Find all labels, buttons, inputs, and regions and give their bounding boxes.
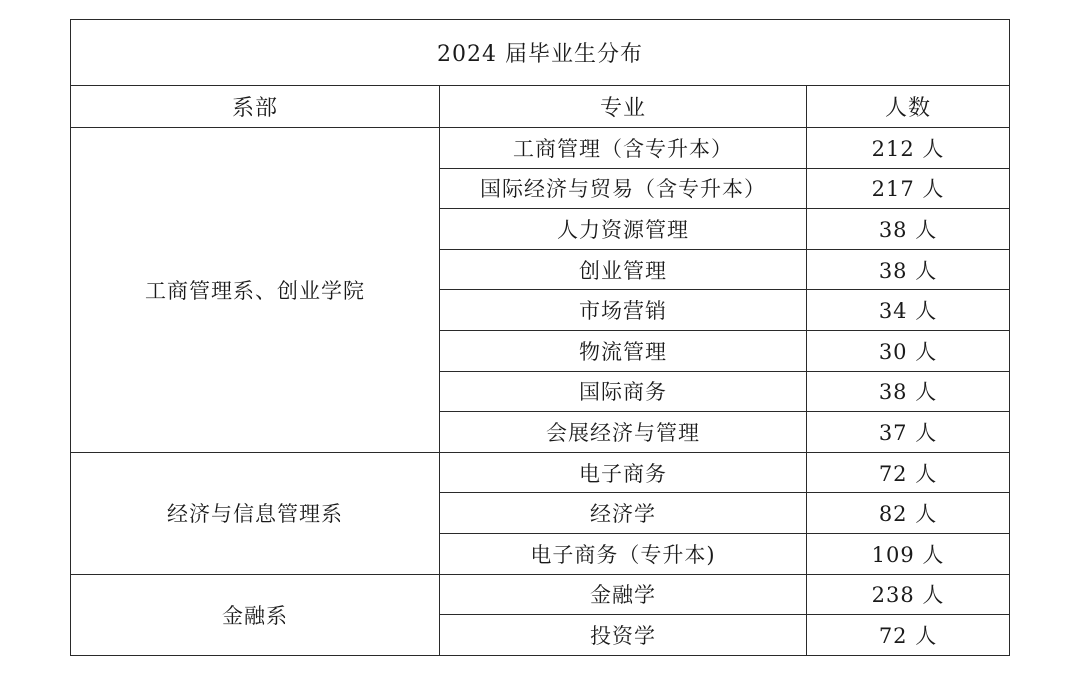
graduate-distribution-table xyxy=(70,19,1010,656)
table-row xyxy=(71,452,1010,493)
major-cell: 国际商务 xyxy=(440,371,807,412)
major-cell: 电子商务 xyxy=(440,452,807,493)
major-cell: 物流管理 xyxy=(440,330,807,371)
major-cell: 工商管理（含专升本） xyxy=(440,128,807,169)
count-cell: 212 人 xyxy=(807,128,1010,169)
department-cell: 工商管理系、创业学院 xyxy=(71,128,440,453)
major-cell: 人力资源管理 xyxy=(440,209,807,250)
table-row xyxy=(71,128,1010,169)
table-row xyxy=(71,574,1010,615)
count-cell: 38 人 xyxy=(807,209,1010,250)
header-count: 人数 xyxy=(807,86,1010,128)
department-cell: 经济与信息管理系 xyxy=(71,452,440,574)
count-cell: 238 人 xyxy=(807,574,1010,615)
count-cell: 109 人 xyxy=(807,533,1010,574)
major-cell: 市场营销 xyxy=(440,290,807,331)
department-cell: 金融系 xyxy=(71,574,440,655)
count-cell: 38 人 xyxy=(807,249,1010,290)
table-title: 2024 届毕业生分布 xyxy=(71,20,1010,86)
major-cell: 电子商务（专升本) xyxy=(440,533,807,574)
count-cell: 82 人 xyxy=(807,493,1010,534)
header-major: 专业 xyxy=(440,86,807,128)
table-body xyxy=(71,20,1010,656)
count-cell: 30 人 xyxy=(807,330,1010,371)
count-cell: 217 人 xyxy=(807,168,1010,209)
major-cell: 经济学 xyxy=(440,493,807,534)
count-cell: 72 人 xyxy=(807,615,1010,656)
count-cell: 34 人 xyxy=(807,290,1010,331)
title-row xyxy=(71,20,1010,86)
major-cell: 创业管理 xyxy=(440,249,807,290)
major-cell: 投资学 xyxy=(440,615,807,656)
count-cell: 72 人 xyxy=(807,452,1010,493)
major-cell: 金融学 xyxy=(440,574,807,615)
major-cell: 会展经济与管理 xyxy=(440,412,807,453)
header-department: 系部 xyxy=(71,86,440,128)
count-cell: 37 人 xyxy=(807,412,1010,453)
header-row xyxy=(71,86,1010,128)
major-cell: 国际经济与贸易（含专升本） xyxy=(440,168,807,209)
count-cell: 38 人 xyxy=(807,371,1010,412)
